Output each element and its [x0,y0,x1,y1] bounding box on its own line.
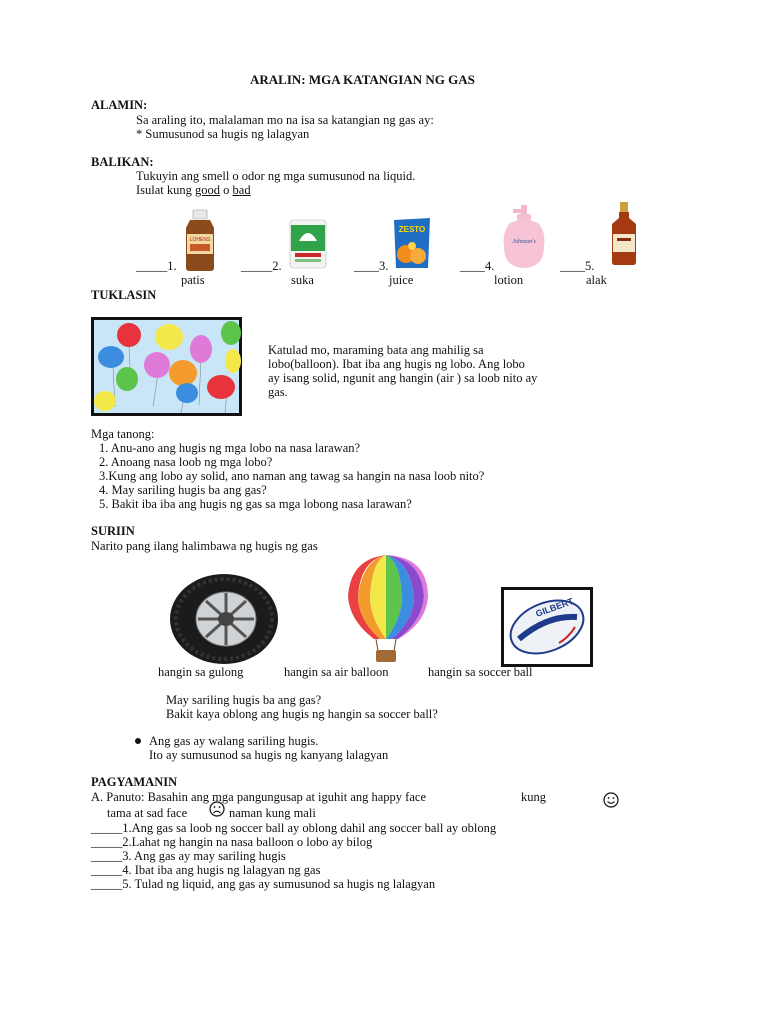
patis-label-text: LOHENS [189,237,211,243]
pagyamanin-instruction-kung: kung [521,790,546,804]
pagyamanin-instruction-a: A. Panuto: Basahin ang mga pangungusap at iguhit ang happy face [91,790,426,804]
pagyamanin-item-2: _____2.Lahat ng hangin na nasa balloon o lobo ay bilog [91,835,373,849]
suriin-question-1: May sariling hugis ba ang gas? [166,693,322,707]
instruction-b-pre: tama at sad face [107,806,188,820]
tuklasin-para-4: gas. [268,385,288,399]
balikan-heading: BALIKAN: [91,155,154,169]
pagyamanin-instruction-b [107,806,187,821]
patis-bottle-image [182,210,218,272]
suriin-bullet-1: Ang gas ay walang sariling hugis. [149,734,319,748]
good-word: good [195,183,221,197]
pagyamanin-item-1: _____1.Ang gas sa loob ng soccer ball ay oblong dahil ang soccer ball ay oblong [91,821,497,835]
pagyamanin-item-3: _____3. Ang gas ay may sariling hugis [91,849,286,863]
tuklasin-para-2: lobo(balloon). Ibat iba ang hugis ng lobo. Ang lobo [268,357,525,371]
balikan-blank-5: ____5. [560,259,595,273]
ball-brand-text: GILBERT [534,595,575,619]
suriin-intro: Narito pang ilang halimbawa ng hugis ng gas [91,539,318,553]
balikan-line1: Tukuyin ang smell o odor ng mga sumusunod na liquid. [136,169,416,183]
caption-soccer-ball: hangin sa soccer ball [428,665,533,679]
page-title: ARALIN: MGA KATANGIAN NG GAS [250,72,475,87]
juice-pouch-image [390,216,434,270]
alamin-line1: Sa araling ito, malalaman mo na isa sa katangian ng gas ay: [136,113,434,127]
lotion-bottle-image [500,205,548,269]
tuklasin-heading: TUKLASIN [91,288,157,302]
happy-face-icon [603,792,619,808]
question-3: 3.Kung ang lobo ay solid, ano naman ang tawag sa hangin na nasa loob nito? [99,469,485,483]
pagyamanin-heading: PAGYAMANIN [91,775,178,789]
suriin-bullet-2: Ito ay sumusunod sa hugis ng kanyang lalagyan [149,748,389,762]
balloons-image [91,317,242,416]
balikan-label-5: alak [586,273,607,287]
question-4: 4. May sariling hugis ba ang gas? [99,483,267,497]
questions-heading: Mga tanong: [91,427,155,441]
bullet-dot [135,738,141,744]
suriin-question-2: Bakit kaya oblong ang hugis ng hangin sa soccer ball? [166,707,438,721]
balikan-line2-mid: o [220,183,233,197]
suka-pouch-image [289,219,327,269]
suriin-heading: SURIIN [91,524,135,538]
tuklasin-para-1: Katulad mo, maraming bata ang mahilig sa [268,343,484,357]
alamin-line2: * Sumusunod sa hugis ng lalagyan [136,127,310,141]
balikan-label-2: suka [291,273,314,287]
balikan-blank-1: _____1. [136,259,177,273]
balikan-line2 [136,183,251,198]
bad-word: bad [232,183,251,197]
balikan-label-1: patis [181,273,205,287]
tuklasin-para-3: ay isang solid, ngunit ang hangin (air ) sa loob nito ay [268,371,538,385]
question-2: 2. Anoang nasa loob ng mga lobo? [99,455,273,469]
sad-face-icon [209,801,225,817]
juice-label-text: ZESTO [398,225,426,234]
caption-air-balloon: hangin sa air balloon [284,665,389,679]
alak-bottle-image [608,202,640,266]
balikan-label-3: juice [389,273,414,287]
lotion-label-text: Johnson's [512,239,536,245]
air-balloon-image [340,553,432,665]
balikan-blank-4: ____4. [460,259,495,273]
tire-image [168,573,280,665]
soccer-ball-image [501,587,593,667]
instruction-b-post: naman kung mali [229,806,316,820]
caption-tire: hangin sa gulong [158,665,244,679]
pagyamanin-item-4: _____4. Ibat iba ang hugis ng lalagyan ng gas [91,863,321,877]
balikan-label-4: lotion [494,273,524,287]
balikan-blank-3: ____3. [354,259,389,273]
alamin-heading: ALAMIN: [91,98,148,112]
pagyamanin-item-5: _____5. Tulad ng liquid, ang gas ay sumusunod sa hugis ng lalagyan [91,877,436,891]
balikan-blank-2: _____2. [241,259,282,273]
question-1: 1. Anu-ano ang hugis ng mga lobo na nasa larawan? [99,441,361,455]
question-5: 5. Bakit iba iba ang hugis ng gas sa mga lobong nasa larawan? [99,497,412,511]
balikan-line2-pre: Isulat kung [136,183,196,197]
